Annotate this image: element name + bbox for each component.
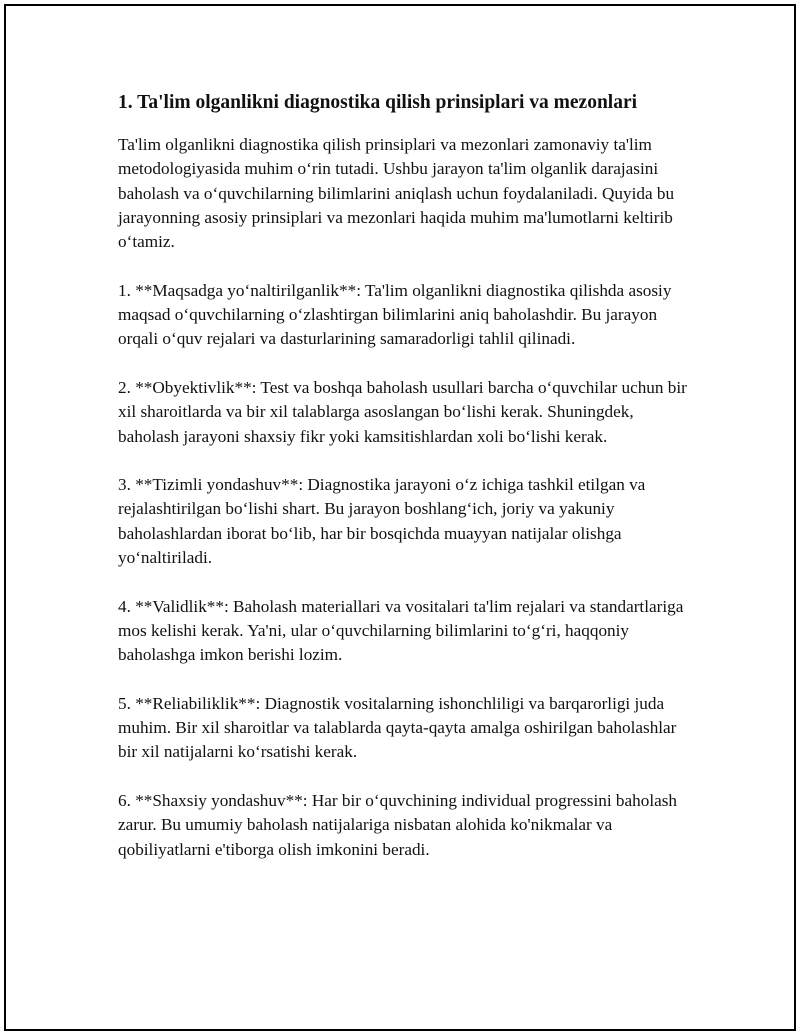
intro-paragraph: Ta'lim olganlikni diagnostika qilish prinsiplari va mezonlari zamonaviy ta'lim metodologiyasida muhim o‘rin tutadi. Ushbu jarayon ta'lim olganlik darajasini baholash va o‘quvchilarning bilimlarini aniqlash uchun foydalaniladi. Quyida bu jarayonning asosiy prinsiplari va mezonlari haqida muhim ma'lumotlarni keltirib o‘tamiz. xyxy=(118,135,675,252)
document-body xyxy=(118,90,693,886)
principle-paragraph-6: 6. **Shaxsiy yondashuv**: Har bir o‘quvchining individual progressini baholash zarur. Bu umumiy baholash natijalariga nisbatan alohida ko'nikmalar va qobiliyatlarni e'tiborga olish imkonini beradi. xyxy=(118,791,678,859)
principle-paragraph-4: 4. **Validlik**: Baholash materiallari va vositalari ta'lim rejalari va standartlariga mos kelishi kerak. Ya'ni, ular o‘quvchilarning bilimlarini to‘g‘ri, haqqoniy baholashga imkon berishi lozim. xyxy=(118,596,684,665)
principle-paragraph-3: 3. **Tizimli yondashuv**: Diagnostika jarayoni o‘z ichiga tashkil etilgan va rejalashtirilgan bo‘lishi shart. Bu jarayon boshlang‘ich, joriy va yakuniy baholashlardan iborat bo‘lib, har bir bosqichda muayyan natijalar olishga yo‘naltiriladi. xyxy=(118,475,646,568)
principle-paragraph-2: 2. **Obyektivlik**: Test va boshqa baholash usullari barcha o‘quvchilar uchun bir xil sharoitlarda va bir xil talablarga asoslangan bo‘lishi kerak. Shuningdek, baholash jarayoni shaxsiy fikr yoki kamsitishlardan xoli bo‘lishi kerak. xyxy=(118,377,687,446)
document-title: 1. Ta'lim olganlikni diagnostika qilish prinsiplari va mezonlari xyxy=(118,92,638,113)
principle-paragraph-5: 5. **Reliabiliklik**: Diagnostik vositalarning ishonchliligi va barqarorligi juda muhim. Bir xil sharoitlar va talablarda qayta-qayta amalga oshirilgan baholashlar bir xil natijalarni ko‘rsatishi kerak. xyxy=(118,693,677,762)
principle-paragraph-1: 1. **Maqsadga yo‘naltirilganlik**: Ta'lim olganlikni diagnostika qilishda asosiy maqsad o‘quvchilarning o‘zlashtirgan bilimlarini aniq baholashdir. Bu jarayon orqali o‘quv rejalari va dasturlarining samaradorligi tahlil qilinadi. xyxy=(118,280,672,349)
